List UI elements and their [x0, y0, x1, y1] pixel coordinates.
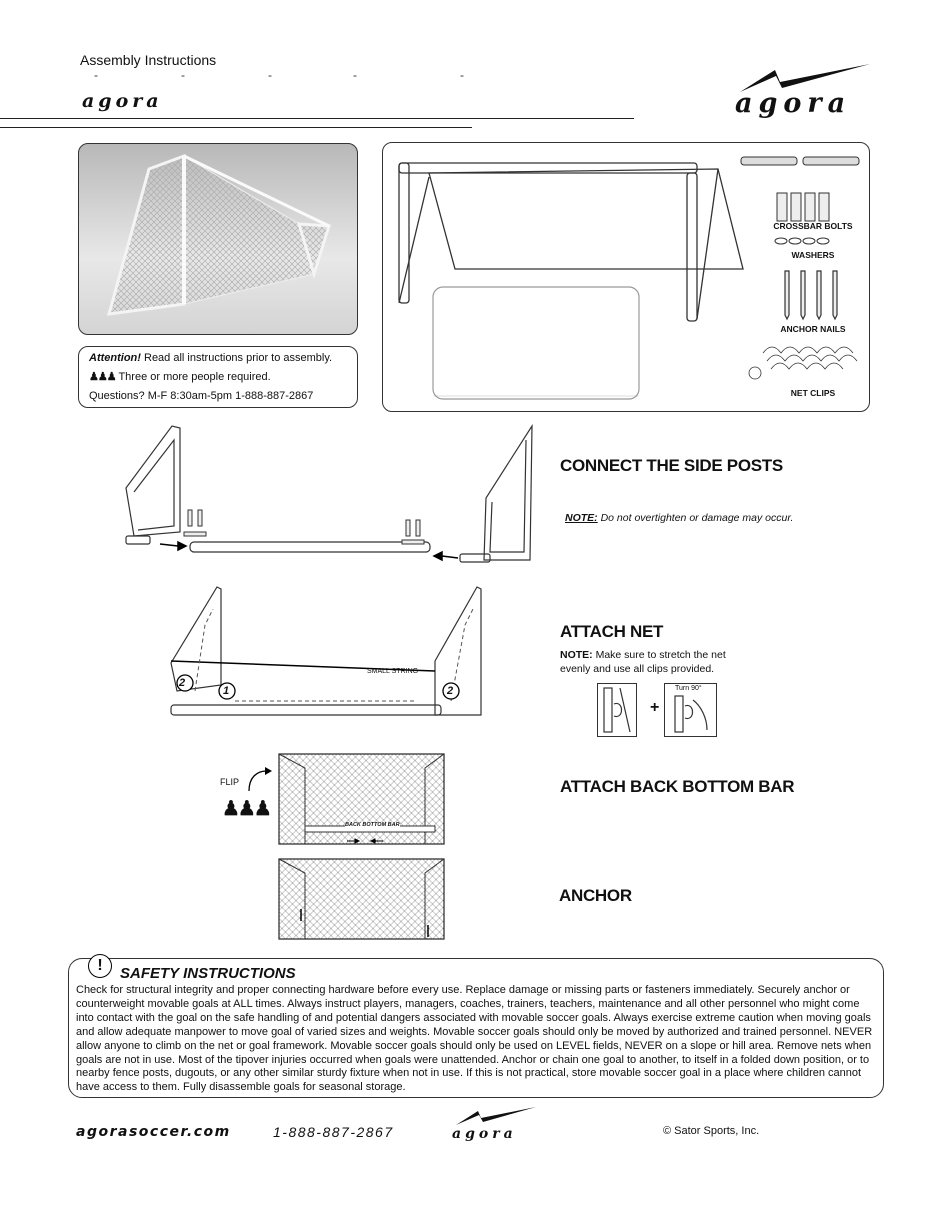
brand-wordmark-large: agora — [735, 88, 852, 119]
step-back-bar-title: ATTACH BACK BOTTOM BAR — [560, 777, 795, 796]
dash: - — [94, 68, 98, 82]
net-clips-label: NET CLIPS — [790, 388, 836, 398]
attention-line1: Read all instructions prior to assembly. — [144, 352, 333, 364]
back-bar-diagram — [275, 750, 450, 850]
anchor-nails-label: ANCHOR NAILS — [780, 324, 846, 334]
washers-icon — [775, 238, 829, 244]
dash: - — [460, 68, 464, 82]
step-connect-title: CONNECT THE SIDE POSTS — [560, 456, 783, 475]
attach-net-diagram — [165, 585, 495, 735]
header-rule — [0, 118, 634, 119]
anchor-diagram — [275, 855, 450, 945]
net-clips-icon — [749, 347, 857, 379]
people-icon: ♟♟♟ — [89, 371, 116, 383]
note-label: NOTE: — [565, 512, 598, 524]
note-text: Make sure to stretch the net — [595, 649, 726, 661]
footer-brand-wordmark: agora — [452, 1126, 517, 1142]
safety-title: SAFETY INSTRUCTIONS — [120, 965, 296, 982]
brand-wordmark-small: agora — [82, 90, 163, 112]
parts-box — [382, 142, 870, 412]
header-rule-short — [0, 127, 472, 128]
note-text: evenly and use all clips provided. — [560, 663, 715, 675]
attention-box — [78, 346, 358, 408]
anchor-nails-icon — [785, 271, 837, 319]
turn-label: Turn 90° — [675, 685, 702, 692]
doc-title: Assembly Instructions — [80, 52, 217, 68]
attention-line2: Three or more people required. — [118, 371, 271, 383]
note-text: Do not overtighten or damage may occur. — [600, 512, 794, 524]
step-number-2-right: 2 — [447, 685, 454, 697]
dash: - — [268, 68, 272, 82]
net-clip-step-a — [597, 683, 637, 737]
clip-turn-icon — [665, 684, 716, 736]
dash: - — [353, 68, 357, 82]
plus-sign: + — [650, 699, 660, 716]
step-connect-note — [565, 512, 793, 524]
back-bottom-bar-label: BACK BOTTOM BAR — [345, 822, 400, 828]
crossbar-bolts-icon — [777, 193, 829, 221]
goal-photo — [78, 143, 358, 335]
step-anchor-title: ANCHOR — [559, 886, 632, 905]
agora-swoosh-logo-footer — [450, 1105, 545, 1127]
dash: - — [181, 68, 185, 82]
footer-phone: 1-888-887-2867 — [273, 1124, 394, 1140]
note-label: NOTE: — [560, 649, 593, 661]
attention-line3: Questions? M-F 8:30am-5pm 1-888-887-2867 — [89, 390, 314, 402]
small-string-label: SMALL STRING — [367, 668, 419, 675]
connect-side-posts-diagram — [120, 420, 540, 570]
washers-label: WASHERS — [791, 250, 835, 260]
step-number-2-left: 2 — [179, 677, 186, 689]
header-dashes — [80, 68, 480, 80]
clip-install-icon — [598, 684, 636, 736]
footer-copyright: © Sator Sports, Inc. — [663, 1125, 760, 1137]
goal-photo-illustration — [79, 144, 357, 334]
safety-body: Check for structural integrity and proper connecting hardware before every use. Replace damage or missing parts or fasteners immediately. Securely anchor or counterweight movable goals at ALL times. Always instruct players, managers, coaches, trainers, teachers, maintenance and all other personnel who might come into contact with the goal on the safe handling of and potential dangers associated with movable soccer goals. Always exercise extreme caution when moving goals and allow adequate manpower to move goal of varied sizes and weights. Movable soccer goals should only be moved by authorized and trained personnel. NEVER allow anyone to climb on the net or goal framework. Movable soccer goals should only be used on LEVEL fields, NEVER on a slope or hill area. Remove nets when goals are not in use. Most of the tipover injuries occurred when goals were unattended. Anchor or chain one goal to another, to itself in a folded down position, or to nearby fence posts, dugouts, or any other similar sturdy fixture when not in use. If this is not practical, store movable soccer goal in a place where children cannot have access to them. Fully disassemble goals for seasonal storage. — [76, 984, 873, 1094]
flip-arrow-icon — [245, 765, 275, 795]
step-number-1: 1 — [223, 685, 230, 697]
attention-label: Attention! — [89, 352, 141, 364]
warning-icon: ! — [88, 954, 112, 978]
goal-frame-illustration — [383, 143, 869, 411]
step-attach-net-title: ATTACH NET — [560, 622, 664, 641]
flip-label: FLIP — [220, 777, 240, 787]
net-clip-step-b — [664, 683, 717, 737]
footer-website: agorasoccer.com — [76, 1124, 231, 1140]
crossbar-bolts-label: CROSSBAR BOLTS — [773, 221, 853, 231]
step-attach-net-note — [560, 648, 726, 676]
three-people-icon: ♟♟♟ — [222, 798, 270, 820]
